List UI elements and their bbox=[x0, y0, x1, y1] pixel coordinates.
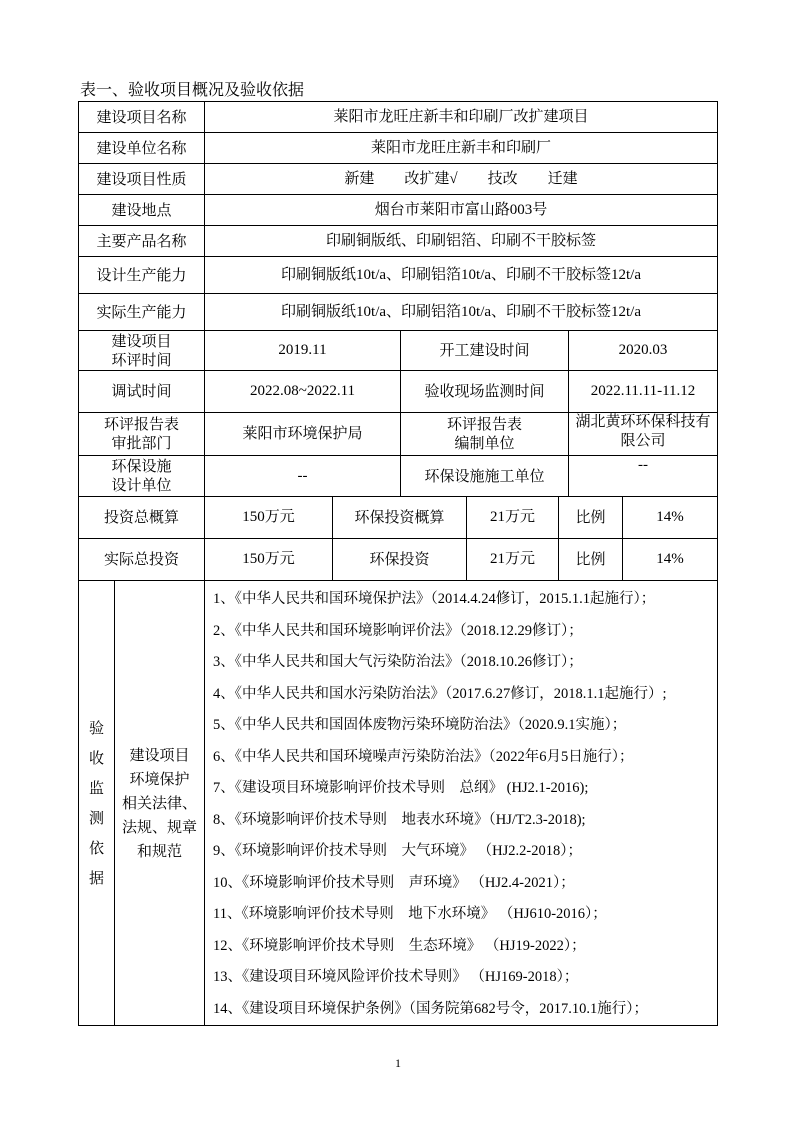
value: 烟台市莱阳市富山路003号 bbox=[205, 195, 718, 226]
label bbox=[79, 456, 205, 497]
section-label-char: 监 bbox=[88, 779, 104, 797]
label-line: 设计单位 bbox=[111, 476, 172, 494]
table-title: 表一、验收项目概况及验收依据 bbox=[80, 80, 305, 99]
row-location bbox=[79, 195, 718, 226]
law-item: 1、《中华人民共和国环境保护法》（2014.4.24修订，2015.1.1起施行）； bbox=[213, 591, 656, 607]
category-label-line: 相关法律、 bbox=[122, 794, 198, 812]
label bbox=[79, 331, 205, 371]
law-item: 14、《建设项目环境保护条例》（国务院第682号令，2017.10.1施行）； bbox=[213, 1000, 649, 1017]
value: 印刷铜版纸10t/a、印刷铝箔10t/a、印刷不干胶标签12t/a bbox=[205, 257, 718, 294]
section-label-char: 据 bbox=[88, 869, 104, 887]
value: 14% bbox=[623, 539, 718, 581]
law-item: 11、《环境影响评价技术导则 地下水环境》 （HJ610-2016）； bbox=[213, 906, 607, 922]
law-item: 7、《建设项目环境影响评价技术导则 总纲》 (HJ2.1-2016); bbox=[213, 780, 589, 796]
value: 2022.11.11-11.12 bbox=[569, 371, 718, 413]
label: 建设项目名称 bbox=[79, 102, 205, 133]
law-item: 10、《环境影响评价技术导则 声环境》 （HJ2.4-2021）； bbox=[213, 874, 575, 891]
value: 150万元 bbox=[205, 497, 333, 539]
value: 莱阳市龙旺庄新丰和印刷厂 bbox=[205, 133, 718, 164]
row-investment-actual bbox=[79, 539, 718, 581]
value: -- bbox=[569, 456, 718, 497]
section-label-char: 验 bbox=[88, 719, 104, 737]
category-label-line: 环境保护 bbox=[129, 770, 190, 788]
label-line: 建设项目 bbox=[111, 331, 172, 350]
law-item: 12、《环境影响评价技术导则 生态环境》 （HJ19-2022）； bbox=[213, 937, 586, 954]
label: 环保投资概算 bbox=[333, 497, 467, 539]
value bbox=[569, 413, 718, 456]
row-unit-name bbox=[79, 133, 718, 164]
row-acceptance-basis bbox=[79, 581, 718, 1026]
label-line: 审批部门 bbox=[111, 434, 172, 452]
row-debug-time bbox=[79, 371, 718, 413]
value-line: 限公司 bbox=[620, 433, 666, 449]
row-project-name bbox=[79, 102, 718, 133]
category-label bbox=[115, 581, 205, 1026]
label: 比例 bbox=[559, 539, 623, 581]
label bbox=[79, 413, 205, 456]
category-label-line: 建设项目 bbox=[129, 746, 190, 764]
label: 实际总投资 bbox=[79, 539, 205, 581]
page-number: 1 bbox=[395, 1056, 401, 1070]
label: 投资总概算 bbox=[79, 497, 205, 539]
row-eia-time bbox=[79, 331, 718, 371]
label-line: 环保设施 bbox=[111, 457, 172, 475]
row-products bbox=[79, 226, 718, 257]
law-item: 5、《中华人民共和国固体废物污染环境防治法》（2020.9.1实施）； bbox=[213, 717, 627, 733]
row-facility-design bbox=[79, 456, 718, 497]
label-line: 环评时间 bbox=[111, 350, 172, 369]
row-nature bbox=[79, 164, 718, 195]
label: 环保设施施工单位 bbox=[401, 456, 569, 497]
law-item: 6、《中华人民共和国环境噪声污染防治法》（2022年6月5日施行）； bbox=[213, 748, 634, 765]
value-line: 湖北黄环环保科技有 bbox=[575, 414, 711, 430]
law-item: 8、《环境影响评价技术导则 地表水环境》（HJ/T2.3-2018); bbox=[213, 811, 586, 828]
law-list bbox=[205, 581, 718, 1026]
label: 验收现场监测时间 bbox=[401, 371, 569, 413]
law-item: 13、《建设项目环境风险评价技术导则》 （HJ169-2018）； bbox=[213, 969, 579, 985]
value: 莱阳市环境保护局 bbox=[205, 413, 401, 456]
law-item: 9、《环境影响评价技术导则 大气环境》 （HJ2.2-2018）； bbox=[213, 843, 582, 859]
label-line: 编制单位 bbox=[454, 434, 515, 452]
category-label-line: 法规、规章 bbox=[122, 818, 198, 836]
label-line: 环评报告表 bbox=[447, 415, 523, 433]
row-investment-budget bbox=[79, 497, 718, 539]
row-eia-report bbox=[79, 413, 718, 456]
row-design-capacity bbox=[79, 257, 718, 294]
label: 环保投资 bbox=[333, 539, 467, 581]
section-label-char: 测 bbox=[88, 809, 104, 827]
label: 建设单位名称 bbox=[79, 133, 205, 164]
law-item: 4、《中华人民共和国水污染防治法》（2017.6.27修订，2018.1.1起施行）; bbox=[213, 685, 667, 702]
value: 21万元 bbox=[467, 539, 559, 581]
value: 150万元 bbox=[205, 539, 333, 581]
value: 新建 改扩建√ 技改 迁建 bbox=[205, 164, 718, 195]
label: 主要产品名称 bbox=[79, 226, 205, 257]
label bbox=[401, 413, 569, 456]
law-item: 2、《中华人民共和国环境影响评价法》（2018.12.29修订）； bbox=[213, 622, 583, 639]
row-actual-capacity bbox=[79, 294, 718, 331]
value: 14% bbox=[623, 497, 718, 539]
value: -- bbox=[205, 456, 401, 497]
label-line: 环评报告表 bbox=[104, 415, 180, 433]
value: 2019.11 bbox=[205, 331, 401, 371]
value: 印刷铜版纸、印刷铝箔、印刷不干胶标签 bbox=[205, 226, 718, 257]
label: 调试时间 bbox=[79, 371, 205, 413]
label: 比例 bbox=[559, 497, 623, 539]
project-overview-table bbox=[78, 101, 718, 1026]
value: 印刷铜版纸10t/a、印刷铝箔10t/a、印刷不干胶标签12t/a bbox=[205, 294, 718, 331]
value: 2020.03 bbox=[569, 331, 718, 371]
section-label bbox=[79, 581, 115, 1026]
value: 21万元 bbox=[467, 497, 559, 539]
label: 建设项目性质 bbox=[79, 164, 205, 195]
value: 莱阳市龙旺庄新丰和印刷厂改扩建项目 bbox=[205, 102, 718, 133]
section-label-char: 收 bbox=[88, 749, 104, 767]
law-item: 3、《中华人民共和国大气污染防治法》（2018.10.26修订）； bbox=[213, 654, 583, 670]
section-label-char: 依 bbox=[88, 839, 104, 857]
value: 2022.08~2022.11 bbox=[205, 371, 401, 413]
label: 设计生产能力 bbox=[79, 257, 205, 294]
label: 建设地点 bbox=[79, 195, 205, 226]
category-label-line: 和规范 bbox=[137, 842, 183, 860]
label: 实际生产能力 bbox=[79, 294, 205, 331]
label: 开工建设时间 bbox=[401, 331, 569, 371]
